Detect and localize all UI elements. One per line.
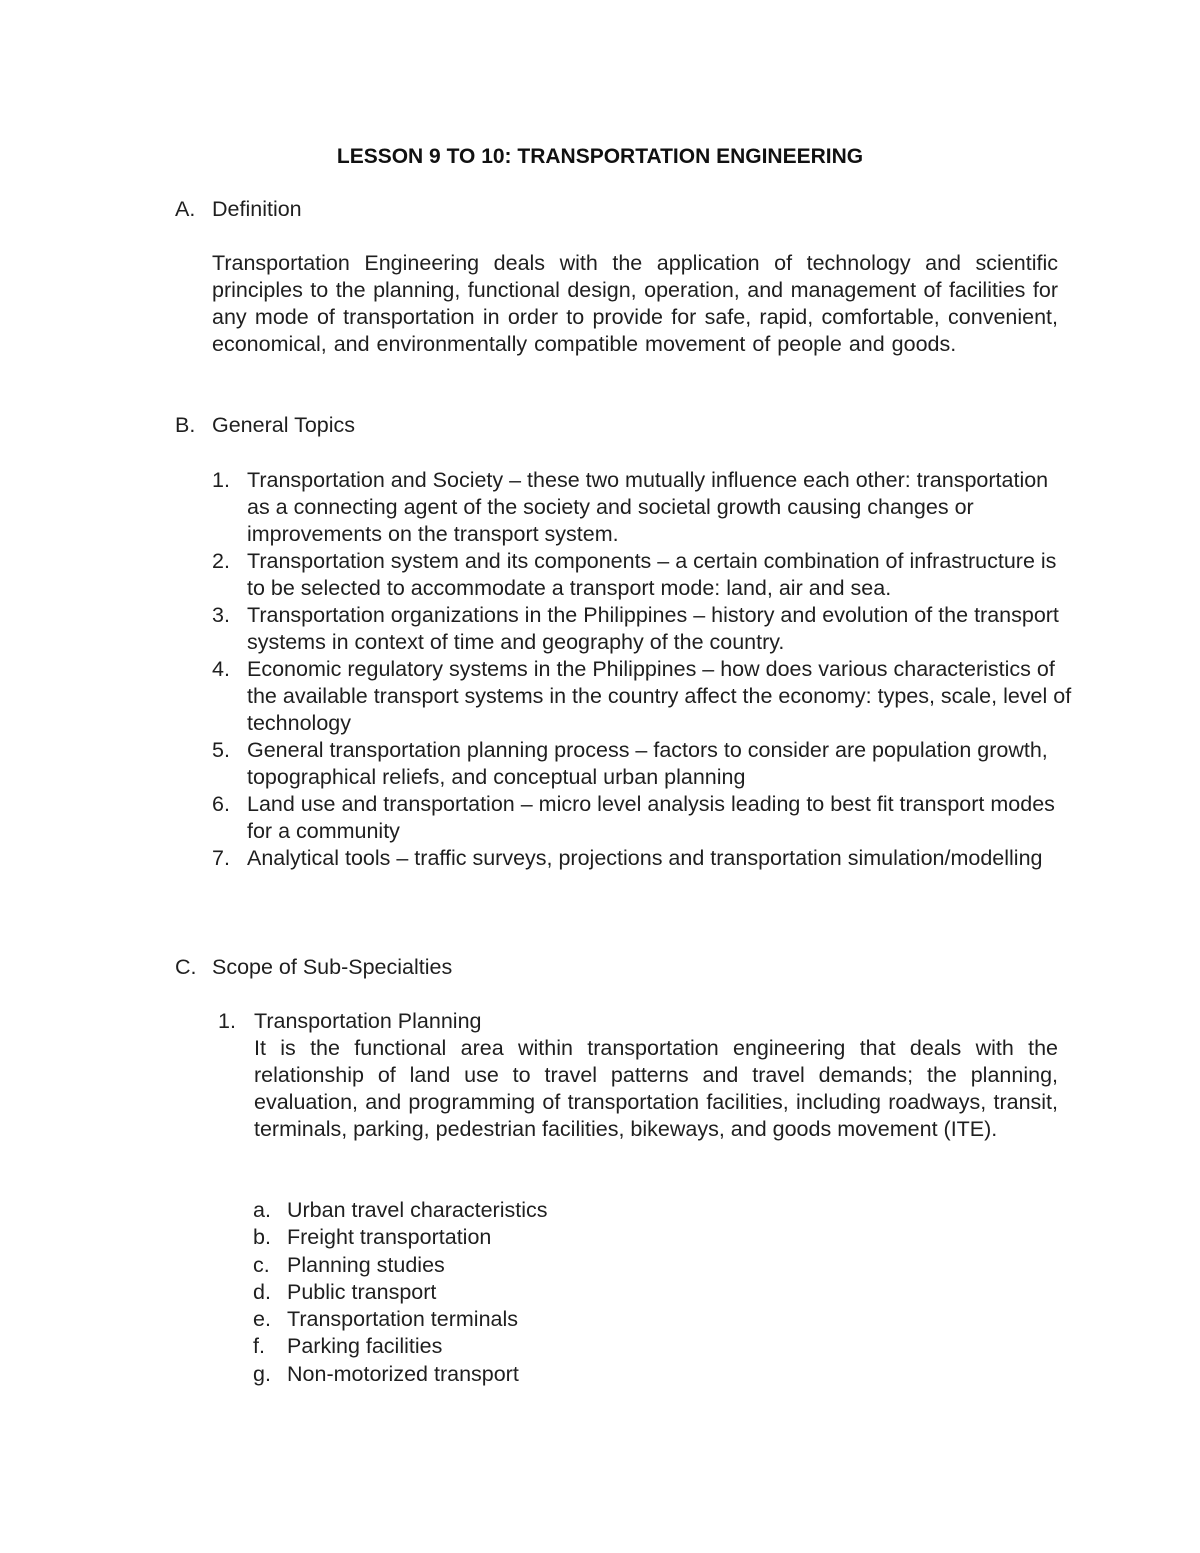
list-item-text: Non-motorized transport xyxy=(287,1361,519,1386)
list-item-text: Analytical tools – traffic surveys, projections and transportation simulation/modelling xyxy=(247,846,1043,870)
list-item-text: Freight transportation xyxy=(287,1225,492,1250)
planning-topics-list xyxy=(253,1197,853,1388)
list-item xyxy=(212,467,1072,548)
list-item xyxy=(212,791,1072,845)
general-topics-list xyxy=(212,467,1072,872)
list-item-number: 1. xyxy=(212,468,230,492)
list-item-number: 4. xyxy=(212,657,230,681)
list-item-letter: a. xyxy=(253,1198,271,1222)
page-title: LESSON 9 TO 10: TRANSPORTATION ENGINEERING xyxy=(336,145,864,168)
list-item xyxy=(212,602,1072,656)
list-item-number: 6. xyxy=(212,792,230,816)
list-item xyxy=(212,548,1072,602)
list-item-text: Economic regulatory systems in the Philippines – how does various characteristics of the available transport systems in the country affect the economy: types, scale, level of technology xyxy=(247,657,1072,735)
list-item xyxy=(253,1224,853,1251)
list-item xyxy=(253,1197,853,1224)
list-item-letter: e. xyxy=(253,1307,271,1332)
list-item-letter: c. xyxy=(253,1252,270,1277)
section-c-letter: C. xyxy=(175,955,197,979)
section-b-heading: General Topics xyxy=(212,413,356,437)
list-item xyxy=(253,1361,853,1388)
list-item-text: Transportation terminals xyxy=(287,1307,519,1332)
list-item xyxy=(253,1252,853,1279)
subsection-heading: Transportation Planning xyxy=(254,1009,482,1033)
list-item-text: Parking facilities xyxy=(287,1334,443,1359)
list-item-text: Transportation system and its components – a certain combination of infrastructure is to be selected to accommodate a transport mode: land, air and sea. xyxy=(247,549,1057,600)
list-item xyxy=(253,1279,853,1306)
list-item xyxy=(253,1333,853,1360)
list-item xyxy=(212,845,1072,872)
list-item-text: Transportation organizations in the Philippines – history and evolution of the transport systems in context of time and geography of the country. xyxy=(247,603,1059,654)
list-item-letter: f. xyxy=(253,1334,265,1359)
list-item-text: General transportation planning process – factors to consider are population growth, topographical reliefs, and conceptual urban planning xyxy=(247,738,1048,789)
list-item-text: Planning studies xyxy=(287,1252,445,1277)
list-item-number: 2. xyxy=(212,549,230,573)
list-item-number: 5. xyxy=(212,738,230,762)
subsection-number: 1. xyxy=(218,1009,236,1033)
list-item xyxy=(212,656,1072,737)
list-item xyxy=(212,737,1072,791)
section-a-letter: A. xyxy=(175,197,196,221)
list-item-letter: g. xyxy=(253,1361,271,1386)
definition-paragraph: Transportation Engineering deals with the application of technology and scientific principles to the planning, functional design, operation, and management of facilities for any mode of transportation in order to provide for safe, rapid, comfortable, convenient, economical, and environmentally compatible movement of people and goods. xyxy=(212,251,1058,356)
section-b-letter: B. xyxy=(175,413,196,437)
list-item-number: 3. xyxy=(212,603,230,627)
list-item-text: Land use and transportation – micro level analysis leading to best fit transport modes for a community xyxy=(247,792,1055,843)
subsection-body: It is the functional area within transportation engineering that deals with the relationship of land use to travel patterns and travel demands; the planning, evaluation, and programming of transportation facilities, including roadways, transit, terminals, parking, pedestrian facilities, bikeways, and goods movement (ITE). xyxy=(254,1036,1058,1141)
list-item-letter: d. xyxy=(253,1279,271,1304)
list-item-number: 7. xyxy=(212,846,230,870)
list-item xyxy=(253,1306,853,1333)
list-item-text: Urban travel characteristics xyxy=(287,1198,548,1222)
section-a-heading: Definition xyxy=(212,197,302,221)
section-c-heading: Scope of Sub-Specialties xyxy=(212,955,453,979)
list-item-letter: b. xyxy=(253,1225,271,1250)
list-item-text: Public transport xyxy=(287,1279,437,1304)
list-item-text: Transportation and Society – these two mutually influence each other: transportation as a connecting agent of the society and societal growth causing changes or improvements on the transport system. xyxy=(247,468,1049,546)
